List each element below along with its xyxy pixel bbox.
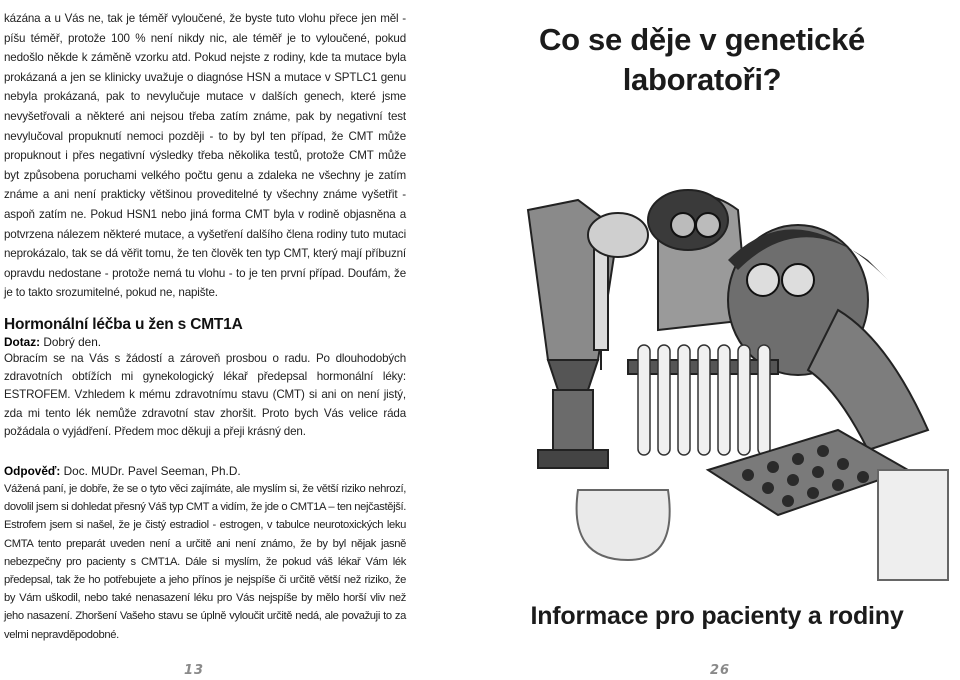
question-body: Obracím se na Vás s žádostí a zároveň prosbou o radu. Po dlouhodobých zdravotních obtížích mi gynekologický lékař předepsal hormonální léky: ESTROFEM. Vzhledem k mému zdravotnímu stavu (CMT) si ani on není jistý, zda mi tento lék nemůže zdravotní stav zhoršit. Proto bych Vás velice ráda požádala o vyjádření. Předem moc děkuji a přeji krásný den. xyxy=(4,352,406,438)
answer-author: Doc. MUDr. Pavel Seeman, Ph.D. xyxy=(63,464,241,478)
section-heading: Hormonální léčba u žen s CMT1A xyxy=(4,316,243,333)
answer-header xyxy=(4,462,241,480)
question-header xyxy=(4,333,101,351)
cover-title-line-1: Co se děje v genetické xyxy=(539,22,865,57)
cover-title-line-2: laboratoři? xyxy=(622,62,782,97)
left-page xyxy=(0,0,470,680)
answer-label: Odpověď: xyxy=(4,464,61,478)
page-number-left: 13 xyxy=(184,663,205,678)
intro-paragraph: kázána a u Vás ne, tak je téměř vyloučené, že byste tuto vlohu přece jen měl - píšu téměř, protože 100 % není nikdy nic, ale téměř je to vyloučené, pokud nedošlo někde k záměně vzorku atd. Pokud nejste z rodiny, kde ta mutace byla prokázaná a jen se klinicky uvažuje o diagnóse HSN a mutace v SPTLC1 genu nebyla prokázaná, pak to nevylučuje mutace v dalších genech, které jsme nevyšetřovali a některé ani nejsou třeba zatím známe, pak by negativní test nevylučoval propuknutí nemoci později - to by byl ten případ, že CMT může propuknout i přes negativní výsledky třeba několika testů, protože CMT může byt způsobena poruchami velkého počtu genu a zdaleka ne všechny je zatím známe a ani není prakticky většinou proveditelné ty všechny známe vyšetřit - aspoň zatím ne. Pokud HSN1 nebo jiná forma CMT byla v rodině objasněna a potvrzena nálezem některé mutace, a vyšetření dalšího člena rodiny tuto mutaci neprokázalo, tak se dá věřit tomu, že ten člověk ten typ CMT, který mají příbuzní opravdu nedostane - protože nemá tu vlohu - to je ten první případ. Doufám, že je to takto srozumitelné, pokud ne, napište. xyxy=(4,12,406,300)
question-greeting: Dobrý den. xyxy=(43,335,102,349)
answer-body: Vážená paní, je dobře, že se o tyto věci zajímáte, ale myslím si, že větší riziko nehrozí, dovolil jsem si dohledat přesný Váš typ CMT a vidím, že jde o CMT1A – ten nejčastější. Estrofem jsem si našel, že je čistý estradiol - estrogen, v tabulce neurotoxických leku CMTA tento preparát uveden není a určitě ani není známo, že by byl nějak jasně nebezpečny pro pacienty s CMT1A. Dále si myslím, že pokud váš lékař Vám lék předepsal, tak že ho potřebujete a jeho přínos je nejspíše či určitě větší než riziko, že by Vám uškodil, nebo také nenasazení léku pro Vás nejspíše by mělo horší vliv než jeho nasazení. Zhoršení Vašeho stavu se úplně vyloučit určitě nedá, ale považuji to za velmi nepravděpodobné. xyxy=(4,483,406,641)
page-number-right: 26 xyxy=(710,663,731,678)
question-label: Dotaz: xyxy=(4,335,41,349)
lab-scientists-illustration xyxy=(508,170,958,590)
cover-subtitle: Informace pro pacienty a rodiny xyxy=(530,602,904,630)
